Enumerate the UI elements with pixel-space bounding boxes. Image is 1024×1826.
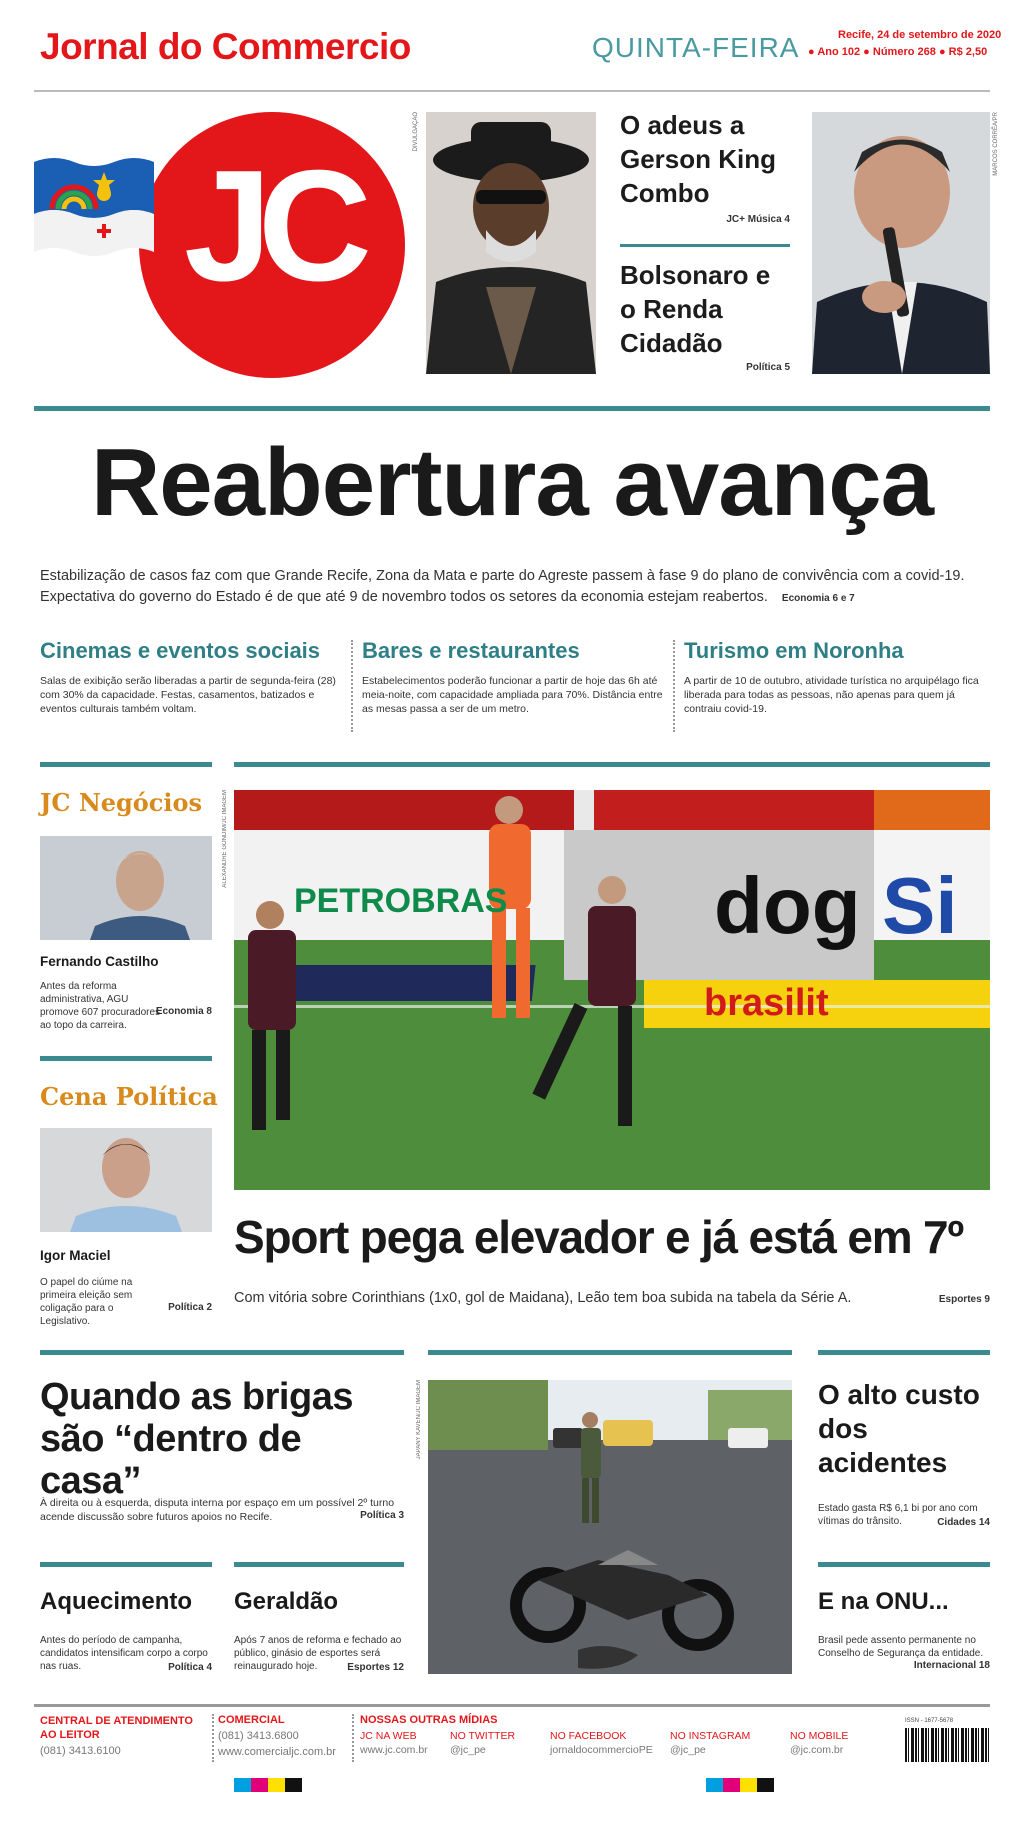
weekday: QUINTA-FEIRA [592, 32, 800, 63]
edition-info [808, 46, 987, 58]
midia-handle: www.jc.com.br [360, 1744, 428, 1756]
color-registration-mark [234, 1778, 302, 1792]
edition-number: Número 268 [872, 46, 936, 58]
sub-text: Estabelecimentos poderão funcionar a partir de hoje das 6h até meia-noite, com capacidade ampliada para 70%. Distância entre as mesas passa a ser de um metro. [362, 675, 663, 715]
geraldao-headline[interactable]: Geraldão [234, 1588, 339, 1615]
board-si: Si [882, 861, 958, 950]
geraldao-text: Após 7 anos de reforma e fechado ao público, ginásio de esportes será reinaugurado hoje. [234, 1635, 402, 1672]
midia-handle: @jc.com.br [790, 1744, 844, 1756]
acidentes-ref: Cidades 14 [937, 1517, 990, 1528]
acidentes-rule [818, 1350, 990, 1355]
bolsonaro-photo [812, 112, 990, 374]
brigas-headline[interactable]: Quando as brigas são “dentro de casa” [40, 1376, 353, 1502]
jc-logo [34, 110, 414, 380]
photo-rule [428, 1350, 792, 1355]
midias-title: NOSSAS OUTRAS MÍDIAS [360, 1714, 498, 1726]
castilho-text[interactable]: Antes da reforma administrativa, AGU promove 607 procuradores ao topo da carreira. [40, 981, 161, 1031]
brief-rule [234, 1562, 404, 1567]
board-brasilit: brasilit [704, 982, 829, 1024]
negocios-section: JC Negócios [40, 788, 203, 817]
person-silhouette-icon [40, 1128, 212, 1232]
gerson-photo [426, 112, 596, 374]
central-phone[interactable]: (081) 3413.6100 [40, 1745, 121, 1757]
castilho-author: Fernando Castilho [40, 954, 159, 969]
sport-photo [234, 790, 990, 1190]
bullet-icon: ● [938, 46, 946, 58]
castilho-ref: Economia 8 [155, 1006, 212, 1017]
lead-ref: Economia 6 e 7 [781, 593, 855, 604]
comercial-phone[interactable]: (081) 3413.6800 [218, 1730, 299, 1742]
bullet-icon: ● [808, 46, 815, 58]
edition-price: R$ 2,50 [948, 46, 988, 58]
brigas-ref: Política 3 [360, 1510, 404, 1521]
sport-rule [234, 762, 990, 767]
column-rule [40, 762, 212, 767]
sport-ref: Esportes 9 [938, 1294, 990, 1305]
sub-text: A partir de 10 de outubro, atividade turística no arquipélago fica liberada para todas as pessoas, não apenas para quem já contraiu covid-19. [684, 675, 979, 715]
bolsonaro-headline[interactable]: Bolsonaro e o Renda Cidadão [620, 260, 771, 358]
sub-title: Turismo em Noronha [684, 638, 904, 663]
swatch [757, 1778, 774, 1792]
lead-rule [34, 406, 990, 411]
accident-photo [428, 1380, 792, 1674]
photo-credit: JAPANY KAVEN/JC IMAGEM [416, 1380, 422, 1460]
swatch [251, 1778, 268, 1792]
person-silhouette-icon [812, 112, 990, 374]
gerson-ref: JC+ Música 4 [726, 214, 790, 225]
masthead-rule [34, 90, 990, 92]
person-silhouette-icon [40, 836, 212, 940]
date-line: Recife, 24 de setembro de 2020 [838, 29, 1002, 41]
sub-title: Bares e restaurantes [362, 638, 580, 663]
swatch [740, 1778, 757, 1792]
column-rule [40, 1056, 212, 1061]
comercial-email[interactable]: www.comercialjc.com.br [218, 1746, 336, 1758]
acidentes-text: Estado gasta R$ 6,1 bi por ano com vítimas do trânsito. [818, 1503, 978, 1527]
color-registration-mark [706, 1778, 774, 1792]
maciel-photo [40, 1128, 212, 1232]
onu-ref: Internacional 18 [913, 1660, 990, 1671]
castilho-photo [40, 836, 212, 940]
midia-label: NO INSTAGRAM [670, 1730, 751, 1742]
sub-noronha[interactable] [684, 638, 989, 716]
issn: ISSN - 1677-5678 [905, 1718, 954, 1724]
sub-divider [351, 640, 353, 732]
politica-section: Cena Política [40, 1082, 218, 1111]
midia-label: NO FACEBOOK [550, 1730, 627, 1742]
maciel-author: Igor Maciel [40, 1248, 111, 1263]
footer-rule [34, 1704, 990, 1707]
sport-headline[interactable]: Sport pega elevador e já está em 7º [234, 1211, 964, 1263]
brief-rule [818, 1562, 990, 1567]
central-title: CENTRAL DE ATENDIMENTO AO LEITOR [40, 1715, 193, 1741]
lead-summary [40, 566, 990, 609]
paper-name: Jornal do Commercio [40, 26, 411, 67]
board-petrobras: PETROBRAS [294, 882, 508, 920]
swatch [268, 1778, 285, 1792]
edition-year: Ano 102 [817, 46, 861, 58]
swatch [285, 1778, 302, 1792]
geraldao-ref: Esportes 12 [347, 1662, 404, 1673]
aquecimento-text: Antes do período de campanha, candidatos intensificam corpo a corpo nas ruas. [40, 1635, 208, 1672]
sub-text: Salas de exibição serão liberadas a partir de segunda-feira (28) com 30% da capacidade. Festas, casamentos, batizados e eventos culturais também voltam. [40, 675, 336, 715]
midia-handle: jornaldocommercioPE [550, 1744, 653, 1756]
acidentes-headline[interactable]: O alto custo dos acidentes [818, 1379, 980, 1478]
maciel-ref: Política 2 [168, 1302, 212, 1313]
board-dog: dog [714, 861, 861, 950]
bolsonaro-ref: Política 5 [746, 362, 790, 373]
comercial-title: COMERCIAL [218, 1714, 285, 1726]
barcode-icon [905, 1728, 990, 1762]
midia-label: NO TWITTER [450, 1730, 516, 1742]
aquecimento-ref: Política 4 [168, 1662, 212, 1673]
brief-rule [40, 1562, 212, 1567]
midia-instagram[interactable] [670, 1730, 770, 1756]
gerson-headline[interactable]: O adeus a Gerson King Combo [620, 110, 777, 208]
road-scene [428, 1380, 792, 1674]
bullet-icon: ● [863, 46, 870, 58]
sport-summary: Com vitória sobre Corinthians (1x0, gol de Maidana), Leão tem boa subida na tabela da Série A. [234, 1290, 852, 1306]
pernambuco-flag-icon [34, 154, 184, 264]
logo-text: JC [184, 138, 358, 314]
lead-headline[interactable]: Reabertura avança [90, 429, 934, 536]
midia-web[interactable] [360, 1730, 445, 1756]
maciel-text[interactable]: O papel do ciúme na primeira eleição sem coligação para o Legislativo. [40, 1277, 133, 1327]
midia-mobile[interactable] [790, 1730, 880, 1756]
midia-facebook[interactable] [550, 1730, 665, 1756]
midia-label: NO MOBILE [790, 1730, 849, 1742]
midia-handle: @jc_pe [670, 1744, 706, 1756]
sub-title: Cinemas e eventos sociais [40, 638, 321, 663]
brigas-text: À direita ou à esquerda, disputa interna por espaço em um possível 2º turno acende discussão sobre futuros apoios no Recife. [40, 1497, 395, 1523]
onu-text: Brasil pede assento permanente no Conselho de Segurança da entidade. [818, 1635, 984, 1659]
footer-divider [352, 1714, 354, 1762]
midia-twitter[interactable] [450, 1730, 545, 1756]
swatch [723, 1778, 740, 1792]
photo-credit: ALEXANDRE GONDIM/JC IMAGEM [222, 790, 228, 888]
photo-credit: MARCOS CORRÊA/PR [993, 112, 999, 176]
swatch [706, 1778, 723, 1792]
midia-label: JC NA WEB [360, 1730, 417, 1742]
sub-bares[interactable] [362, 638, 667, 716]
sub-divider [673, 640, 675, 732]
person-silhouette-icon [426, 112, 596, 374]
swatch [234, 1778, 251, 1792]
lead-summary-text: Estabilização de casos faz com que Grande Recife, Zona da Mata e parte do Agreste passem à fase 9 do plano de convivência com a covid-19. Expectativa do governo do Estado é de que até 9 de novembro todos os setores da economia estejam reabertos. [40, 568, 965, 605]
top-stories-divider [620, 244, 790, 247]
footer-divider [212, 1714, 214, 1762]
soccer-scene [234, 790, 990, 1190]
onu-headline[interactable]: E na ONU... [818, 1588, 949, 1615]
aquecimento-headline[interactable]: Aquecimento [40, 1588, 193, 1615]
sub-cinemas[interactable] [40, 638, 345, 716]
brigas-rule [40, 1350, 404, 1355]
photo-credit: DIVULGAÇÃO [413, 112, 419, 152]
midia-handle: @jc_pe [450, 1744, 486, 1756]
